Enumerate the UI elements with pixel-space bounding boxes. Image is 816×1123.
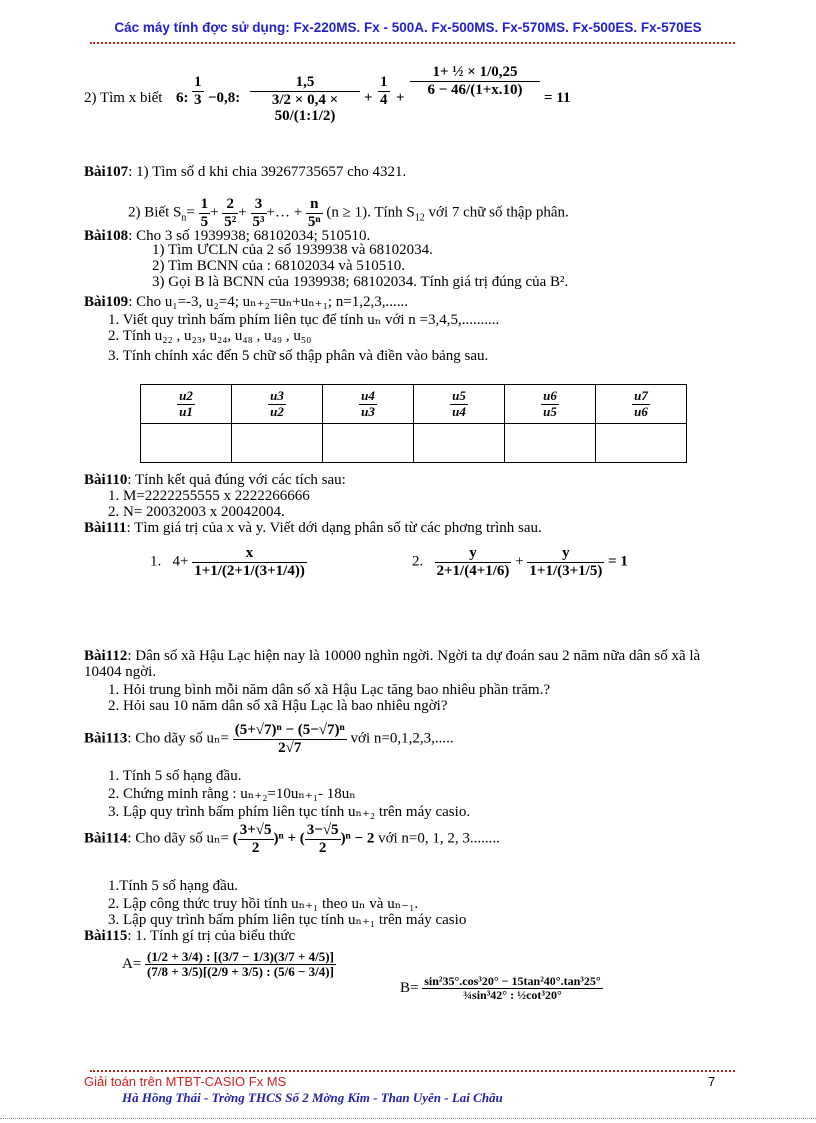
header-divider	[90, 42, 735, 44]
bai113: Bài113: Cho dãy số uₙ= $\frac{\text{(5+√7)ⁿ − (5−√7)ⁿ}}{2√7}$ với n=0,1,2,3,.....	[84, 722, 454, 756]
bai112-item: 2. Hỏi sau 10 năm dân số xã Hậu Lạc là bao nhiêu ngời?	[108, 698, 448, 714]
bai112: Bài112: Dân số xã Hậu Lạc hiện nay là 10000 nghìn ngời. Ngời ta dự đoán sau 2 năm nữa dân số xã là 10404 ngời.	[84, 648, 701, 680]
ratio-cell[interactable]	[323, 424, 414, 463]
bai109-item: 3. Tính chính xác đến 5 chữ số thập phân và điền vào bảng sau.	[108, 348, 489, 364]
bai111-eq2: 2. $\frac{y}{2+1/(4+1/6)}$ + $\frac{y}{1+1/(3+1/5)}$ = 1	[412, 545, 628, 579]
bai114-item: 3. Lập quy trình bấm phím liên tục tính uₙ₊₁ trên máy casio	[108, 912, 467, 928]
bai114: Bài114: Cho dãy số uₙ= ( $\frac{3+√5}{2}$ )ⁿ + ( $\frac{3-√5}{2}$ )ⁿ − 2 với n=0, 1, 2, 3........	[84, 822, 500, 856]
page-number: 7	[708, 1074, 716, 1089]
bai109-item: 1. Viết quy trình bấm phím liên tục để tính uₙ với n =3,4,5,..........	[108, 312, 500, 328]
ratio-cell[interactable]	[596, 424, 687, 463]
bai108-item: 2) Tìm BCNN của : 68102034 và 510510.	[152, 258, 406, 274]
bai108-item: 3) Gọi B là BCNN của 1939938; 68102034. Tính giá trị đúng của B².	[152, 274, 569, 290]
bai110: Bài110: Tính kết quả đúng với các tích sau:	[84, 472, 346, 488]
ratio-cell[interactable]	[505, 424, 596, 463]
ratio-header: $\frac{u7}{u6}$	[596, 385, 687, 424]
bai111-eq1: 1. 4+ $\frac{x}{1+1/(2+1/(3+1/4))}$	[150, 545, 305, 579]
footer-left: Giải toán trên MTBT-CASIO Fx MS	[84, 1074, 287, 1089]
bai107: Bài107: 1) Tìm số d khi chia 39267735657 cho 4321.	[84, 164, 407, 180]
bai110-item: 1. M=2222255555 x 2222266666	[108, 488, 310, 504]
bai108-item: 1) Tìm ƯCLN của 2 số 1939938 và 68102034.	[152, 242, 433, 258]
bai114-item: 2. Lập công thức truy hồi tính uₙ₊₁ theo uₙ và uₙ₋₁.	[108, 896, 419, 912]
footer-divider	[90, 1070, 735, 1072]
ratio-header: $\frac{u3}{u2}$	[232, 385, 323, 424]
bai115: Bài115: 1. Tính gí trị của biểu thức	[84, 928, 296, 944]
ratio-table	[140, 384, 687, 463]
ratio-header: $\frac{u6}{u5}$	[505, 385, 596, 424]
bai109: Bài109: Cho u₁=-3, u₂=4; uₙ₊₂=uₙ+uₙ₊₁; n=1,2,3,......	[84, 294, 408, 310]
bai114-item: 1.Tính 5 số hạng đầu.	[108, 878, 238, 894]
bai107-part2: 2) Biết $S_n=$ $\frac{1}{5}$ + $\frac{2}{\text{5²}}$ + $\frac{3}{\text{5³}}$ +… + $\frac{n}{\text{5ⁿ}}$ (n ≥ 1). Tính $S_{12}$ với 7 chữ số thập phân.	[128, 196, 569, 230]
ratio-cell[interactable]	[232, 424, 323, 463]
ratio-cell[interactable]	[141, 424, 232, 463]
bai113-item: 1. Tính 5 số hạng đầu.	[108, 768, 242, 784]
bai111: Bài111: Tìm giá trị của x và y. Viết dới dạng phân số từ các phơng trình sau.	[84, 520, 542, 536]
footer-author: Hà Hồng Thái - Trờng THCS Số 2 Mờng Kim - Than Uyên - Lai Châu	[122, 1090, 503, 1105]
ratio-cell[interactable]	[414, 424, 505, 463]
ratio-header: $\frac{u2}{u1}$	[141, 385, 232, 424]
ratio-header: $\frac{u4}{u3}$	[323, 385, 414, 424]
bai112-item: 1. Hỏi trung bình mỗi năm dân số xã Hậu Lạc tăng bao nhiêu phần trăm.?	[108, 682, 550, 698]
bai108: Bài108: Cho 3 số 1939938; 68102034; 510510.	[84, 228, 371, 244]
bai109-item: 2. Tính u₂₂ , u₂₃, u₂₄, u₄₈ , u₄₉ , u₅₀	[108, 328, 312, 344]
page-header: Các máy tính đợc sử dụng: Fx-220MS. Fx - 500A. Fx-500MS. Fx-570MS. Fx-500ES. Fx-570ES	[114, 20, 702, 35]
bai110-item: 2. N= 20032003 x 20042004.	[108, 504, 285, 520]
problem-2-equation: 2) Tìm x biết 6: $\frac{1}{3}$ −0,8: $\frac{1,5}{3/2 \times 0,4 \times 50/(1:1/2)}$ + $\frac{1}{4}$ + $\frac{\text{1+ ½ × 1/0,25}}{6 - 46/(1+x.10)}$ = 11	[84, 64, 571, 124]
ratio-header: $\frac{u5}{u4}$	[414, 385, 505, 424]
bai113-item: 3. Lập quy trình bấm phím liên tục tính uₙ₊₂ trên máy casio.	[108, 804, 471, 820]
bai115-expr-a: A= $\frac{(1/2 + 3/4) : [(3/7 - 1/3)(3/7 + 4/5)]}{(7/8 + 3/5)[(2/9 + 3/5) : (5/6 - 3/4)]}$	[122, 949, 334, 980]
bottom-rule	[0, 1118, 816, 1119]
bai115-expr-b: B= $\frac{\text{sin²35°.cos³20° − 15tan²40°.tan³25°}}{\text{¾sin³42° : ½cot³20°}}$	[400, 974, 601, 1003]
bai113-item: 2. Chứng minh rằng : uₙ₊₂=10uₙ₊₁- 18uₙ	[108, 786, 356, 802]
